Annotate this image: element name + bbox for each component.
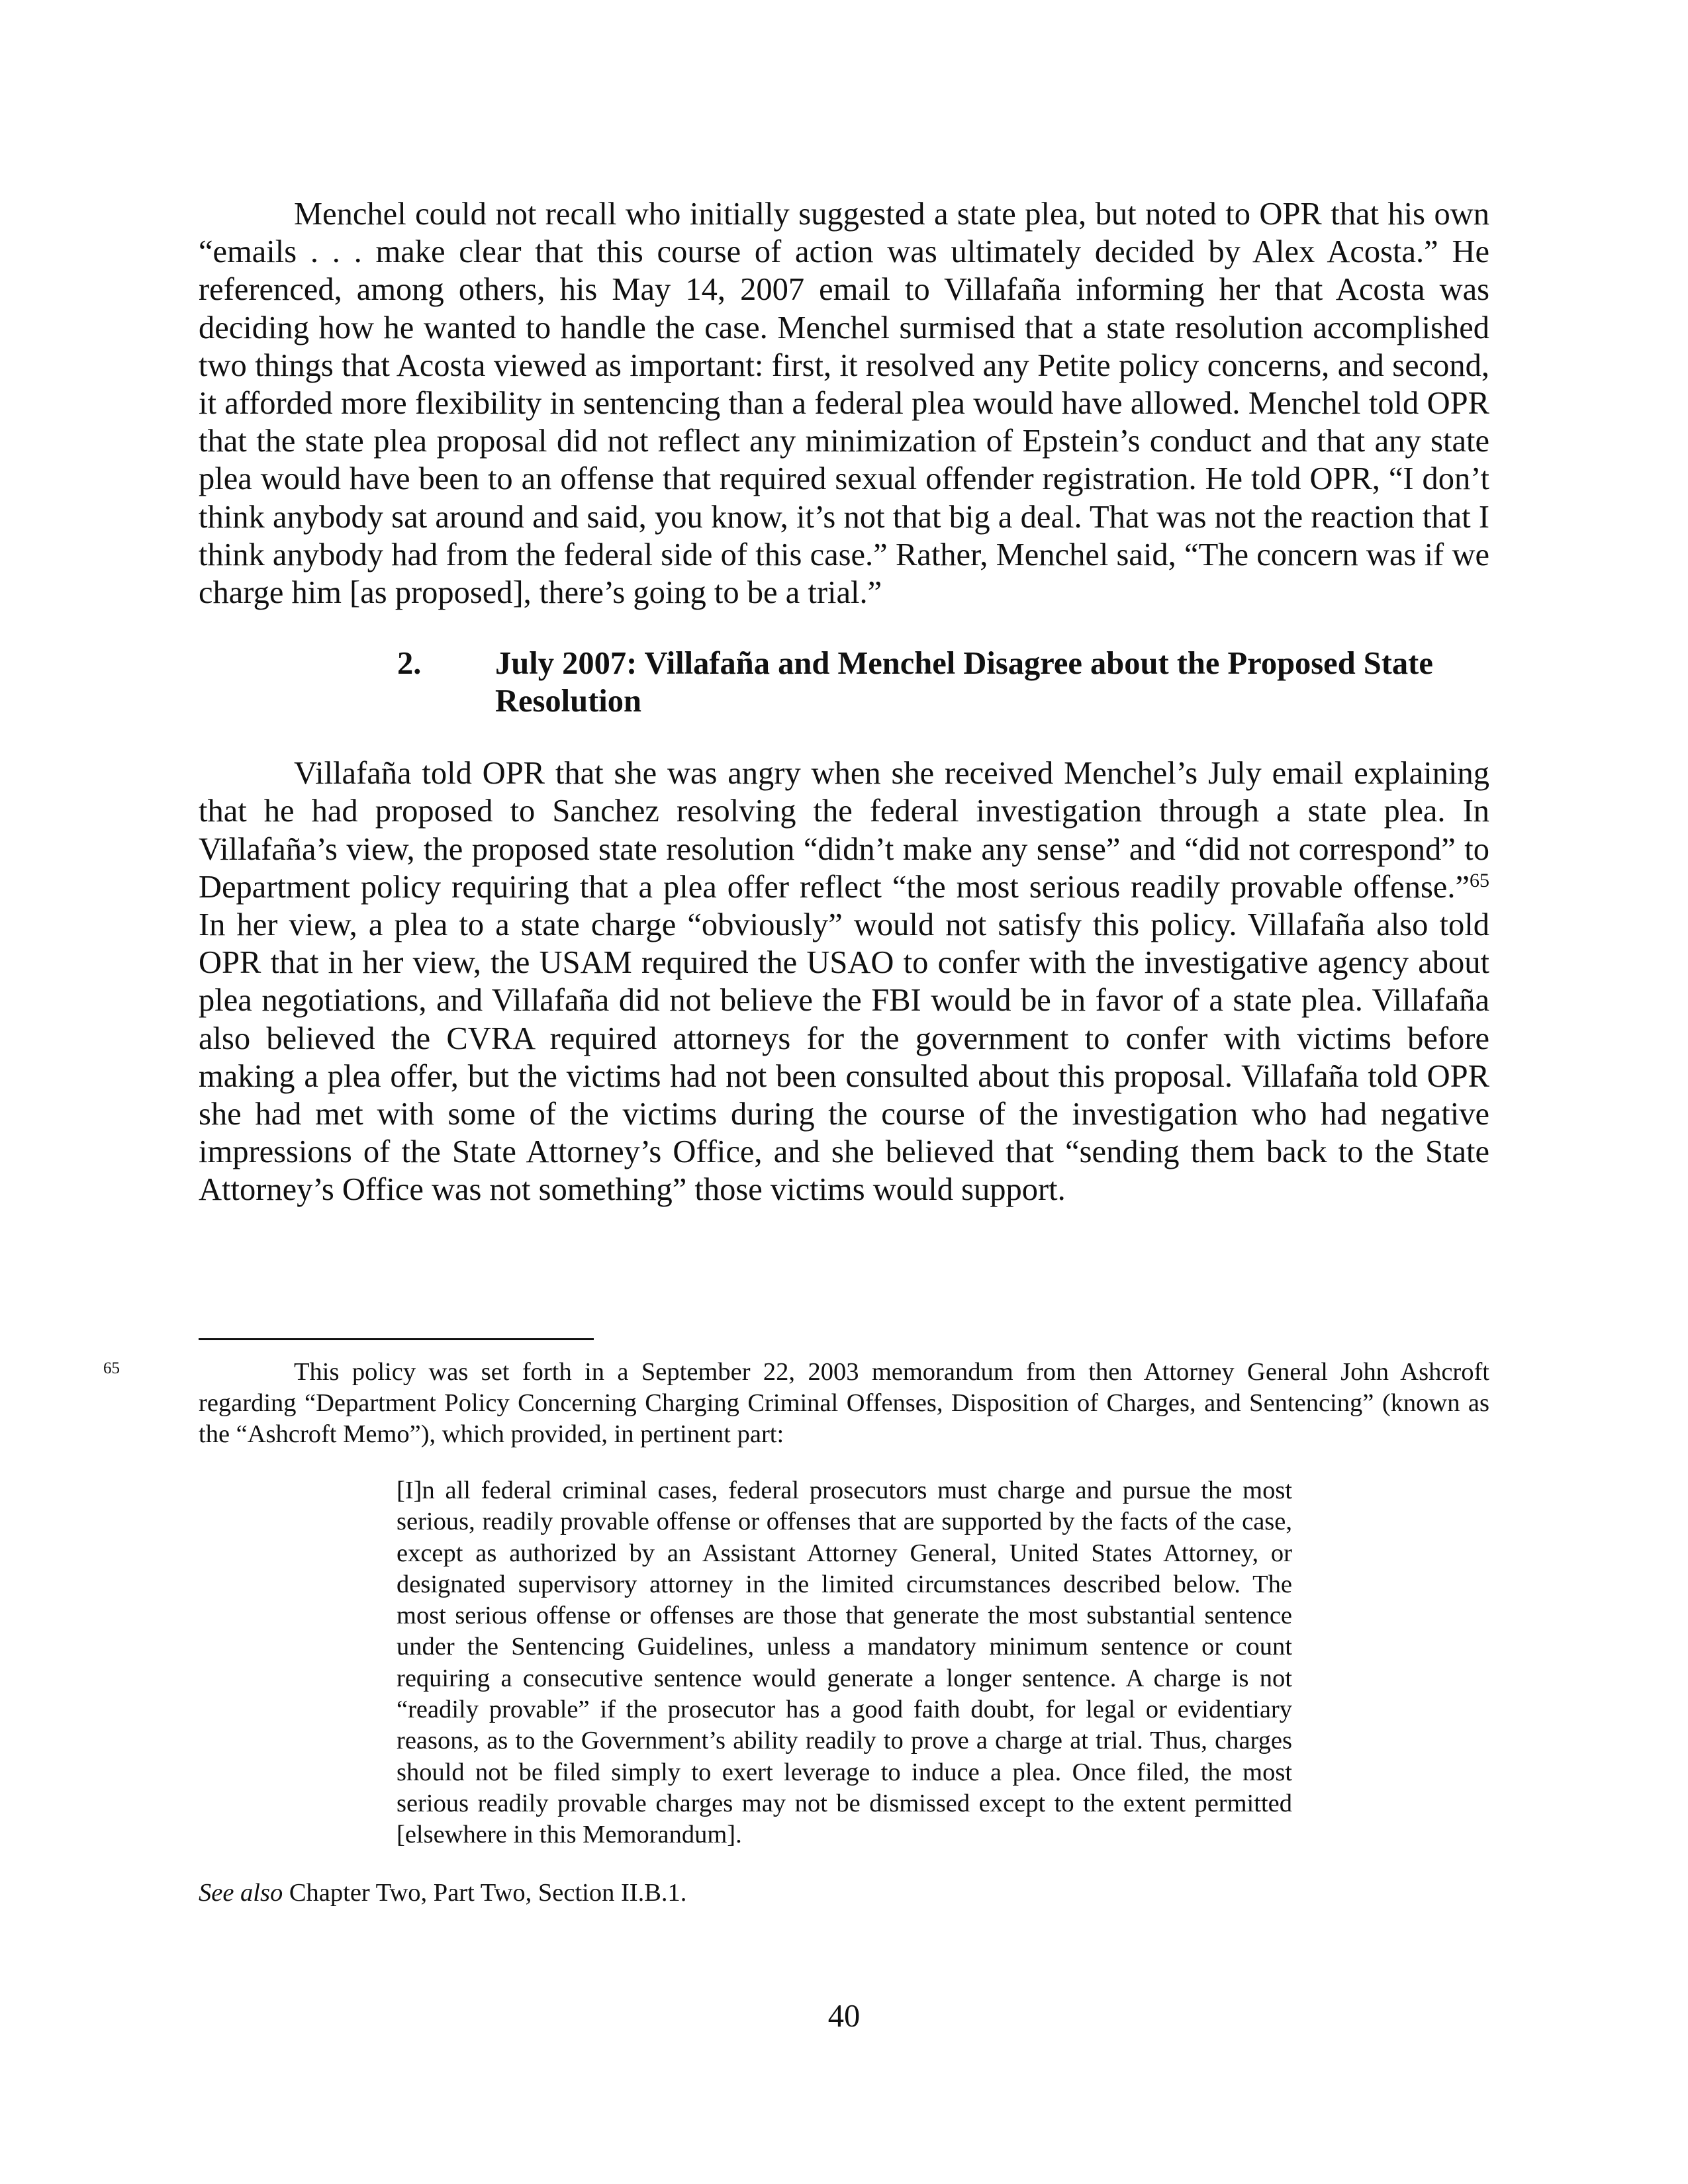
page-number: 40 bbox=[827, 1999, 861, 2034]
see-also-italic: See also bbox=[199, 1878, 283, 1907]
paragraph-menchel-state-plea: Menchel could not recall who initially suggested a state plea, but noted to OPR that his own “emails . . . make clear that this course of action was ultimately decided by Alex Acosta.” He referenced, among others, his May 14, 2007 email to Villafaña informing her that Acosta was deciding how he wanted to handle the case. Menchel surmised that a state resolution accomplished two things that Acosta viewed as important: first, it resolved any Petite policy concerns, and second, it afforded more flexibility in sentencing than a federal plea would have allowed. Menchel told OPR that the state plea proposal did not reflect any minimization of Epstein’s conduct and that any state plea would have been to an offense that required sexual offender registration. He told OPR, “I don’t think anybody sat around and said, you know, it’s not that big a deal. That was not the reaction that I think anybody had from the federal side of this case.” Rather, Menchel said, “The concern was if we charge him [as proposed], there’s going to be a trial.” bbox=[199, 197, 1489, 611]
section-title: July 2007: Villafaña and Menchel Disagree about the Proposed State Resolution bbox=[495, 646, 1433, 719]
section-heading bbox=[199, 645, 1489, 720]
document-body bbox=[199, 195, 1489, 1209]
footnote-65 bbox=[103, 1357, 1489, 1909]
footnote-see-also bbox=[199, 1878, 1489, 1909]
paragraph-text-before-note: Villafaña told OPR that she was angry when she received Menchel’s July email explaining that he had proposed to Sanchez resolving the federal investigation through a state plea. In Villafaña’s view, the proposed state resolution “didn’t make any sense” and “did not correspond” to Department policy requiring that a plea offer reflect “the most serious readily provable offense.” bbox=[199, 756, 1489, 905]
section-number: 2. bbox=[397, 646, 422, 682]
paragraph-text-after-note: In her view, a plea to a state charge “obviously” would not satisfy this policy. Villafaña also told OPR that in her view, the USAM required the USAO to confer with the investigative agency about plea negotiations, and Villafaña did not believe the FBI would be in favor of a state plea. Villafaña also believed the CVRA required attorneys for the government to confer with victims before making a plea offer, but the victims had not been consulted about this proposal. Villafaña told OPR she had met with some of the victims during the course of the investigation who had negative impressions of the State Attorney’s Office, and she believed that “sending them back to the State Attorney’s Office was not something” those victims would support. bbox=[199, 907, 1489, 1208]
see-also-text: Chapter Two, Part Two, Section II.B.1. bbox=[283, 1878, 687, 1907]
footnote-block-quote: [I]n all federal criminal cases, federal prosecutors must charge and pursue the most serious, readily provable offense or offenses that are supported by the facts of the case, except as authorized by an Assistant Attorney General, United States Attorney, or designated supervisory attorney in the limited circumstances described below. The most serious offense or offenses are those that generate the most substantial sentence under the Sentencing Guidelines, unless a mandatory minimum sentence or count requiring a consecutive sentence would generate a longer sentence. A charge is not “readily provable” if the prosecutor has a good faith doubt, for legal or evidentiary reasons, as to the Government’s ability readily to prove a charge at trial. Thus, charges should not be filed simply to exert leverage to induce a plea. Once filed, the most serious readily provable charges may not be dismissed except to the extent permitted [elsewhere in this Memorandum]. bbox=[397, 1477, 1292, 1849]
footnote-marker: 65 bbox=[103, 1359, 120, 1377]
footnote-separator bbox=[199, 1338, 594, 1340]
paragraph-villafana-disagreement bbox=[199, 754, 1489, 1208]
footnote-intro bbox=[103, 1357, 1489, 1450]
footnote-intro-text: This policy was set forth in a September 22, 2003 memorandum from then Attorney General John Ashcroft regarding “Department Policy Concerning Charging Criminal Offenses, Disposition of Charges, and Sentencing” (known as the “Ashcroft Memo”), which provided, in pertinent part: bbox=[199, 1358, 1489, 1448]
footnote-reference[interactable]: 65 bbox=[1470, 869, 1489, 891]
